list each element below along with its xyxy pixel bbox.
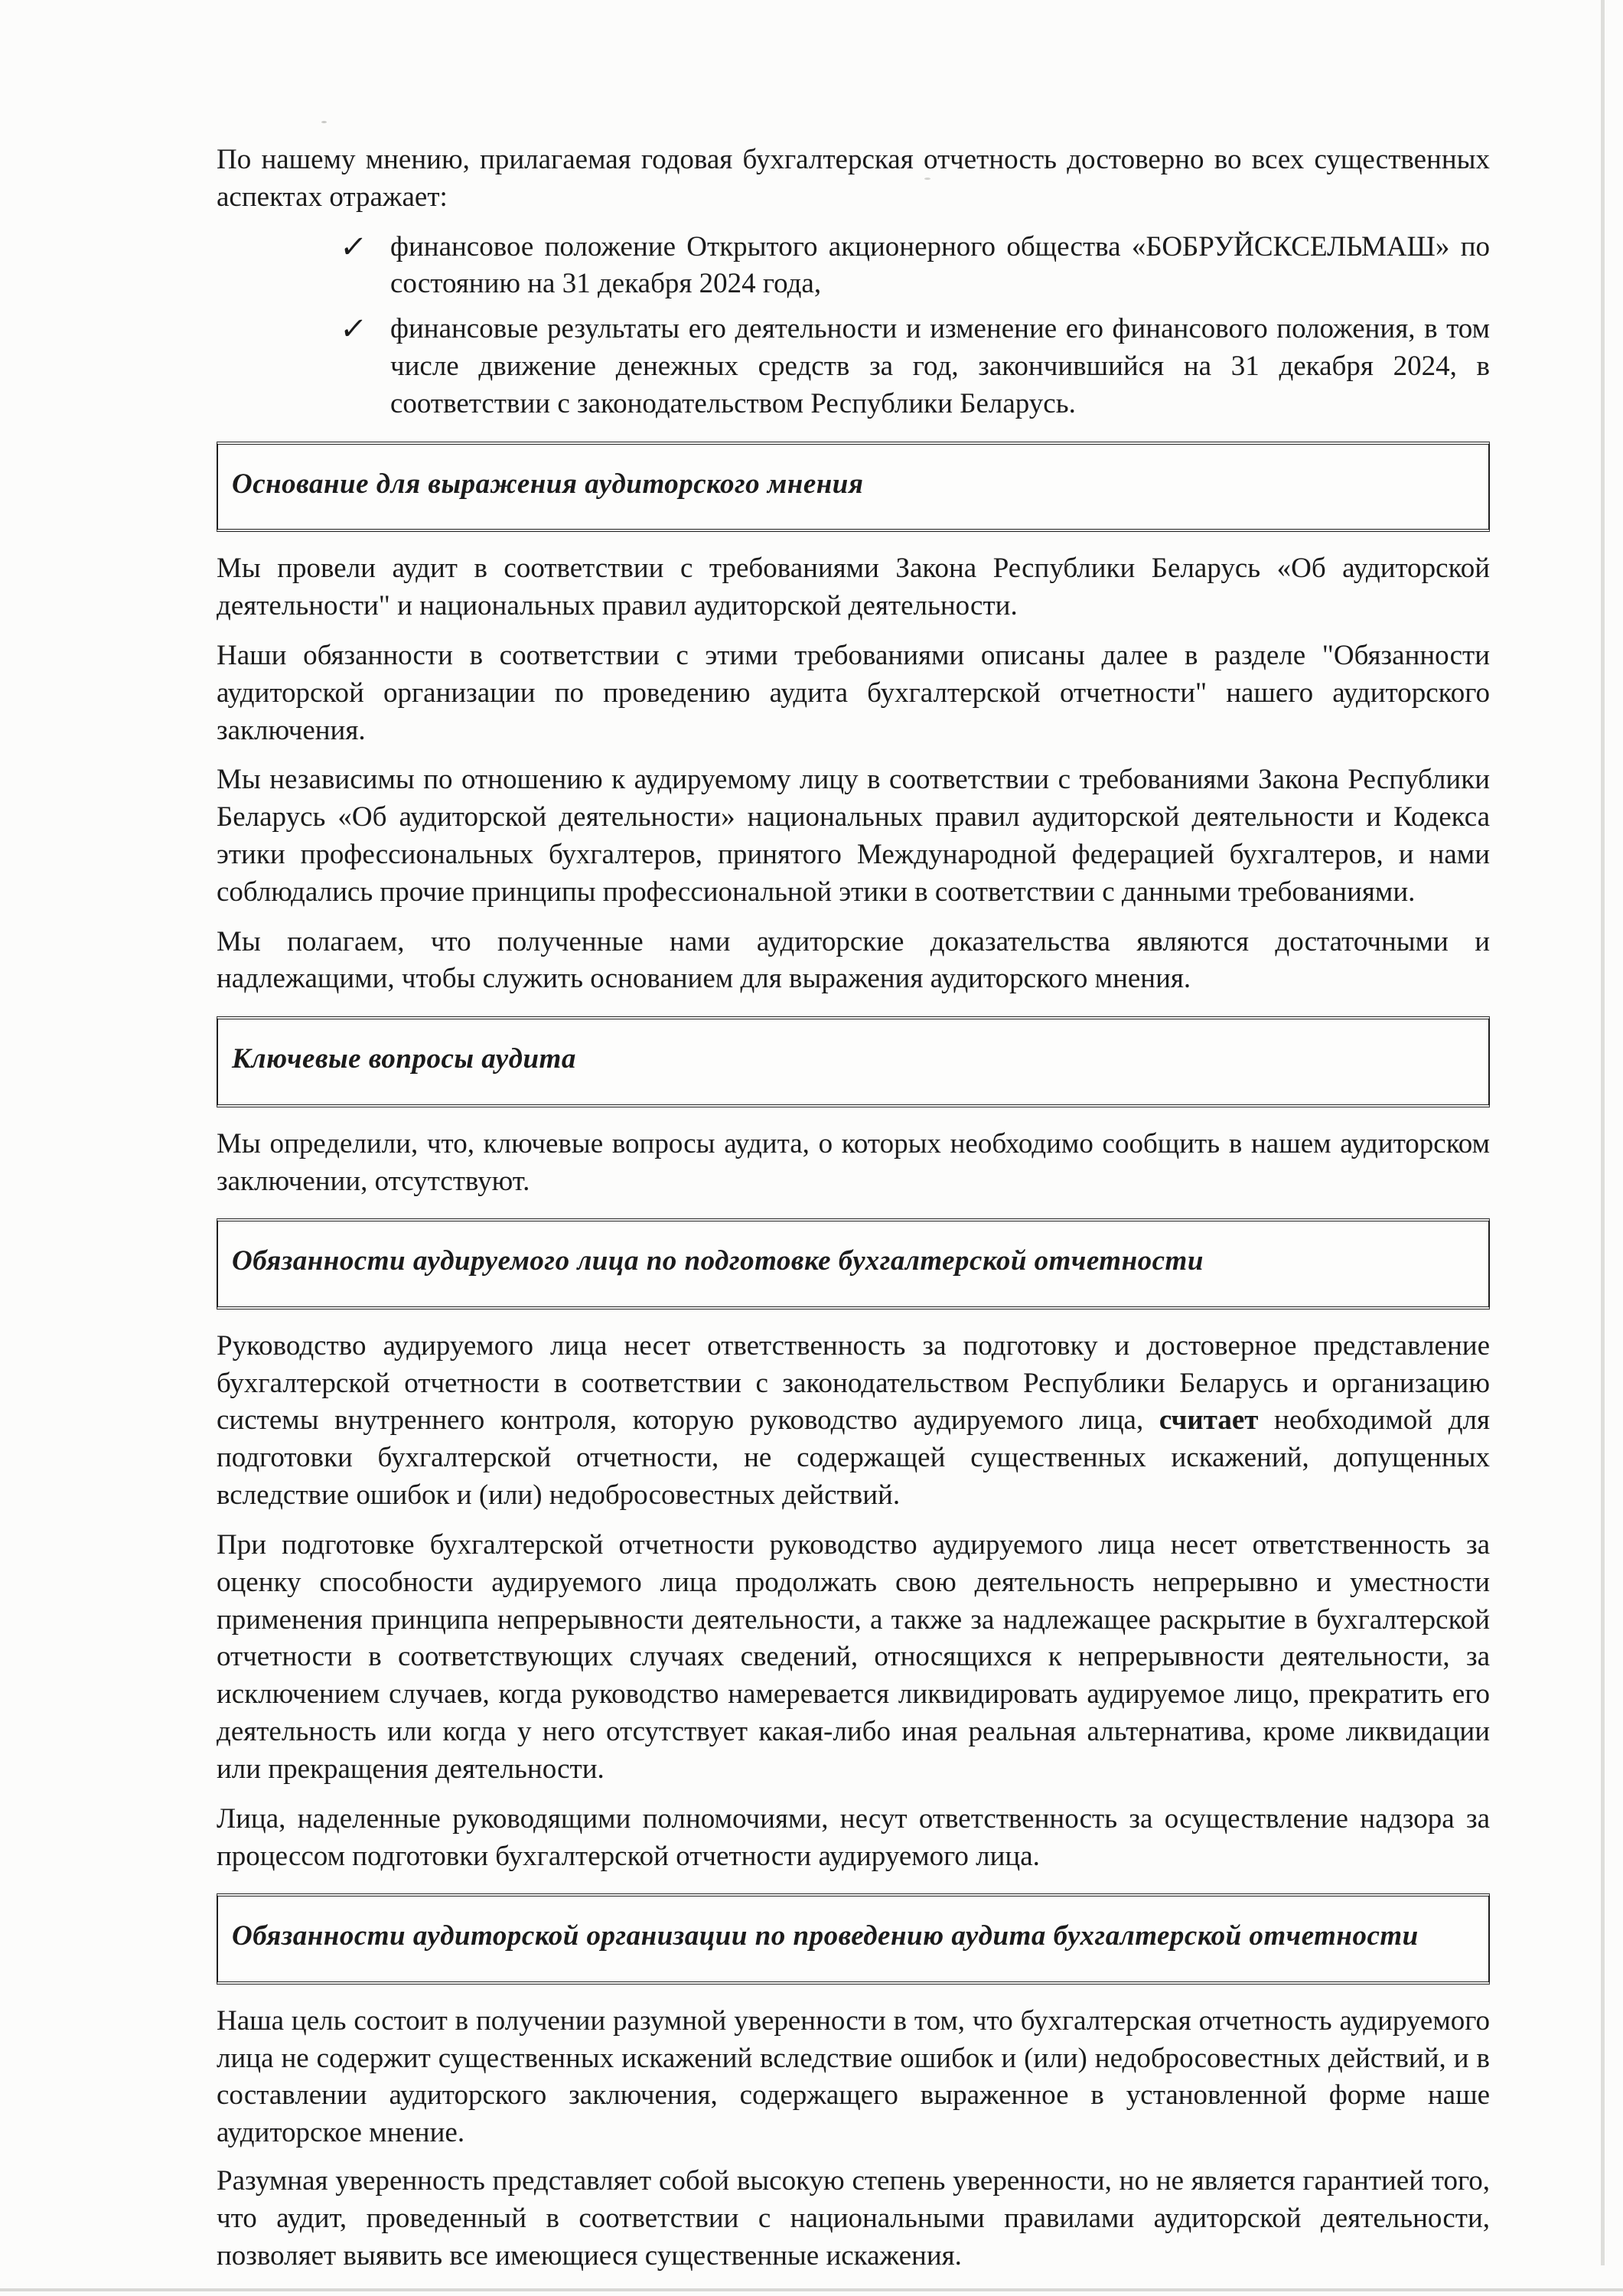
section-heading-text: Основание для выражения аудиторского мнения [232,468,864,500]
section-heading-basis-for-opinion [217,442,1490,532]
entity-resp-paragraph-1 [217,1328,1490,1515]
section-heading-key-audit-matters [217,1016,1490,1107]
scan-artifact-right-edge-line [1601,0,1605,2265]
basis-paragraph-3: Мы независимы по отношению к аудируемому лицу в соответствии с требованиями Закона Республики Беларусь «Об аудиторской деятельности» национальных правил аудиторской деятельности и Кодекса этики профессиональных бухгалтеров, принятого Международной федерацией бухгалтеров, и нами соблюдались прочие принципы профессиональной этики в соответствии с данными требованиями. [217,764,1490,908]
list-item-text: финансовые результаты его деятельности и изменение его финансового положения, в том числе движение денежных средств за год, закончившийся на 31 декабря 2024, в соответствии с законодательством Республики Беларусь. [390,313,1490,419]
paragraph-segment: Руководство аудируемого лица несет ответственность за подготовку и достоверное представление бухгалтерской отчетности в соответствии с законодательством Республики Беларусь и организацию системы внутреннего контроля, которую руководство аудируемого лица, [217,1329,1490,1437]
list-item [217,229,1490,304]
paragraph-segment: необходимой для подготовки бухгалтерской отчетности, не содержащей существенных искажений, допущенных вследствие ошибок и (или) недобросовестных действий. [217,1404,1490,1512]
list-item [217,311,1490,422]
section-heading-text: Обязанности аудиторской организации по проведению аудита бухгалтерской отчетности [232,1920,1419,1952]
section-heading-auditor-responsibilities [217,1893,1490,1984]
list-item-text: финансовое положение Открытого акционерного общества «БОБРУЙСКСЕЛЬМАШ» по состоянию на 31 декабря 2024 года, [390,230,1490,300]
basis-paragraph-2: Наши обязанности в соответствии с этими требованиями описаны далее в разделе "Обязанности аудиторской организации по проведению аудита бухгалтерской отчетности" нашего аудиторского заключения. [217,639,1490,746]
auditor-resp-paragraph-1: Наша цель состоит в получении разумной уверенности в том, что бухгалтерская отчетность аудируемого лица не содержит существенных искажений вследствие ошибок и (или) недобросовестных действий, и в составлении аудиторского заключения, содержащего выраженное в установленной форме наше аудиторское мнение. [217,2004,1490,2149]
checkmark-icon: ✓ [337,311,369,347]
opinion-checklist [217,229,1490,423]
scan-artifact-speck [321,121,327,123]
checkmark-icon: ✓ [337,229,369,264]
section-heading-text: Ключевые вопросы аудита [232,1043,576,1075]
entity-resp-paragraph-2: При подготовке бухгалтерской отчетности руководство аудируемого лица несет ответственность за оценку способности аудируемого лица продолжать свою деятельность непрерывно и уместности применения принципа непрерывности деятельности, а также за надлежащее раскрытие в бухгалтерской отчетности в соответствующих случаях сведений, относящихся к непрерывности деятельности, за исключением случаев, когда руководство намеревается ликвидировать аудируемое лицо, прекратить его деятельность или когда у него отсутствует какая-либо иная реальная альтернатива, кроме ликвидации или прекращения деятельности. [217,1528,1490,1785]
auditor-resp-paragraph-2: Разумная уверенность представляет собой высокую степень уверенности, но не является гарантией того, что аудит, проведенный в соответствии с национальными правилами аудиторской деятельности, позволяет выявить все имеющиеся существенные искажения. [217,2165,1490,2272]
key-matters-paragraph: Мы определили, что, ключевые вопросы аудита, о которых необходимо сообщить в нашем аудиторском заключении, отсутствуют. [217,1127,1490,1197]
basis-paragraph-1: Мы провели аудит в соответствии с требованиями Закона Республики Беларусь «Об аудиторской деятельности" и национальных правил аудиторской деятельности. [217,553,1490,622]
section-heading-text: Обязанности аудируемого лица по подготовке бухгалтерской отчетности [232,1245,1204,1277]
paragraph-segment-bold: считает [1159,1404,1259,1437]
scan-artifact-bottom-edge-line [0,2288,1623,2291]
entity-resp-paragraph-3: Лица, наделенные руководящими полномочиями, несут ответственность за осуществление надзора за процессом подготовки бухгалтерской отчетности аудируемого лица. [217,1802,1490,1872]
opinion-paragraph: По нашему мнению, прилагаемая годовая бухгалтерская отчетность достоверно во всех существенных аспектах отражает: [217,144,1490,213]
document-body [217,142,1490,2288]
section-heading-entity-responsibilities [217,1218,1490,1309]
basis-paragraph-4: Мы полагаем, что полученные нами аудиторские доказательства являются достаточными и надлежащими, чтобы служить основанием для выражения аудиторского мнения. [217,925,1490,995]
